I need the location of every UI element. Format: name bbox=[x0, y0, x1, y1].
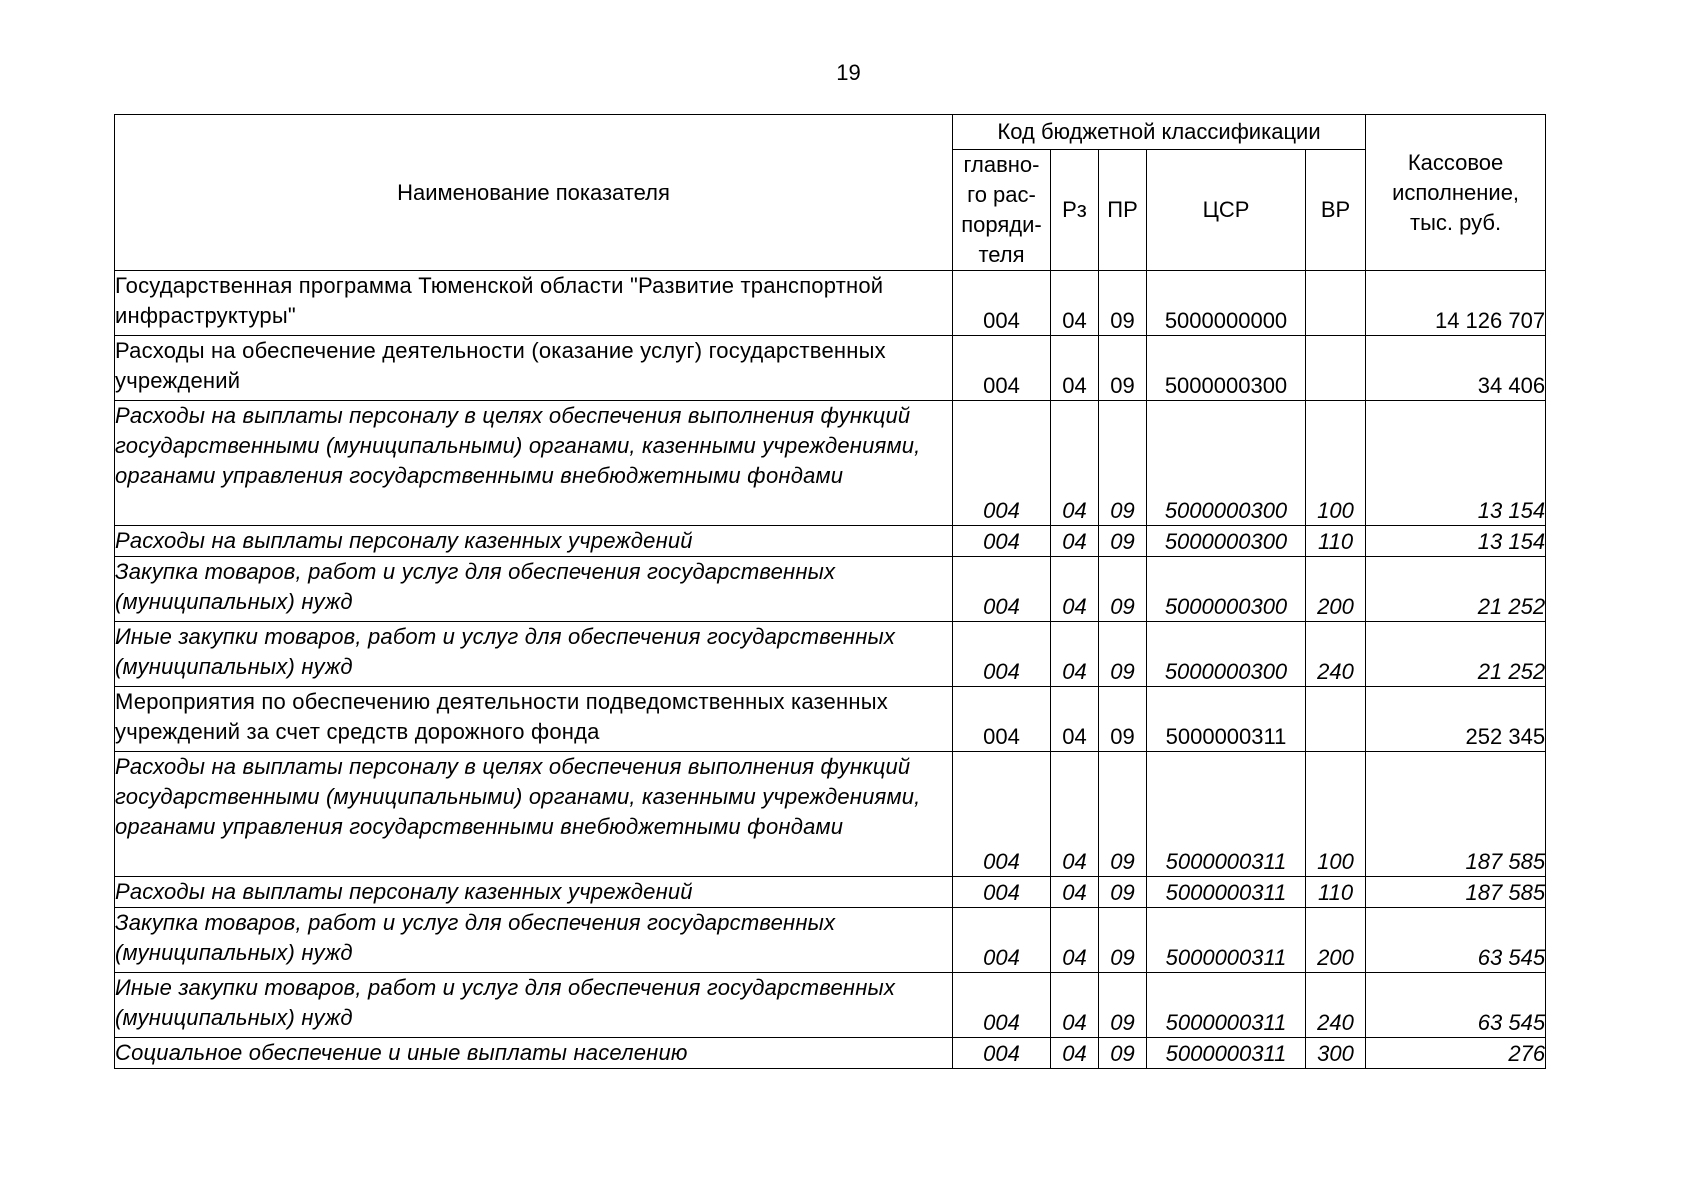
header-rz: Рз bbox=[1051, 150, 1099, 271]
row-chief-manager: 004 bbox=[953, 401, 1051, 526]
row-csr: 5000000300 bbox=[1147, 336, 1306, 401]
row-chief-manager: 004 bbox=[953, 973, 1051, 1038]
row-csr: 5000000311 bbox=[1147, 1038, 1306, 1069]
row-amount: 63 545 bbox=[1366, 908, 1546, 973]
row-csr: 5000000000 bbox=[1147, 271, 1306, 336]
table-row bbox=[115, 622, 1546, 687]
row-rz: 04 bbox=[1051, 752, 1099, 877]
header-pr: ПР bbox=[1099, 150, 1147, 271]
row-rz: 04 bbox=[1051, 687, 1099, 752]
row-pr: 09 bbox=[1099, 271, 1147, 336]
row-pr: 09 bbox=[1099, 1038, 1147, 1069]
row-vr: 240 bbox=[1306, 622, 1366, 687]
row-csr: 5000000311 bbox=[1147, 687, 1306, 752]
row-amount: 13 154 bbox=[1366, 401, 1546, 526]
header-csr: ЦСР bbox=[1147, 150, 1306, 271]
row-csr: 5000000300 bbox=[1147, 526, 1306, 557]
header-vr: ВР bbox=[1306, 150, 1366, 271]
row-amount: 187 585 bbox=[1366, 877, 1546, 908]
row-csr: 5000000311 bbox=[1147, 877, 1306, 908]
row-rz: 04 bbox=[1051, 401, 1099, 526]
row-name: Расходы на выплаты персоналу казенных учреждений bbox=[115, 526, 953, 557]
row-pr: 09 bbox=[1099, 687, 1147, 752]
table-row bbox=[115, 973, 1546, 1038]
row-vr: 200 bbox=[1306, 908, 1366, 973]
row-vr bbox=[1306, 271, 1366, 336]
row-amount: 63 545 bbox=[1366, 973, 1546, 1038]
row-vr: 110 bbox=[1306, 877, 1366, 908]
header-chief-manager: главно-го рас-поряди-теля bbox=[953, 150, 1051, 271]
row-rz: 04 bbox=[1051, 908, 1099, 973]
row-pr: 09 bbox=[1099, 877, 1147, 908]
row-chief-manager: 004 bbox=[953, 752, 1051, 877]
row-amount: 34 406 bbox=[1366, 336, 1546, 401]
row-amount: 187 585 bbox=[1366, 752, 1546, 877]
row-name: Расходы на выплаты персоналу в целях обеспечения выполнения функций государственными (муниципальными) органами, казенными учреждениями, органами управления государственными внебюджетными фондами bbox=[115, 752, 953, 877]
row-amount: 21 252 bbox=[1366, 557, 1546, 622]
table-row bbox=[115, 752, 1546, 877]
header-amount: Кассовое исполнение, тыс. руб. bbox=[1366, 115, 1546, 271]
row-name: Закупка товаров, работ и услуг для обеспечения государственных (муниципальных) нужд bbox=[115, 557, 953, 622]
row-rz: 04 bbox=[1051, 973, 1099, 1038]
table-header bbox=[115, 115, 1546, 271]
row-amount: 13 154 bbox=[1366, 526, 1546, 557]
row-csr: 5000000300 bbox=[1147, 401, 1306, 526]
table-row bbox=[115, 526, 1546, 557]
row-chief-manager: 004 bbox=[953, 526, 1051, 557]
table-row bbox=[115, 336, 1546, 401]
row-csr: 5000000311 bbox=[1147, 973, 1306, 1038]
row-vr: 300 bbox=[1306, 1038, 1366, 1069]
header-name: Наименование показателя bbox=[115, 115, 953, 271]
row-chief-manager: 004 bbox=[953, 908, 1051, 973]
table-row bbox=[115, 271, 1546, 336]
row-chief-manager: 004 bbox=[953, 622, 1051, 687]
row-chief-manager: 004 bbox=[953, 336, 1051, 401]
row-amount: 276 bbox=[1366, 1038, 1546, 1069]
row-vr: 240 bbox=[1306, 973, 1366, 1038]
row-pr: 09 bbox=[1099, 336, 1147, 401]
row-vr bbox=[1306, 687, 1366, 752]
row-vr: 200 bbox=[1306, 557, 1366, 622]
row-vr: 110 bbox=[1306, 526, 1366, 557]
row-rz: 04 bbox=[1051, 622, 1099, 687]
row-pr: 09 bbox=[1099, 908, 1147, 973]
row-name: Социальное обеспечение и иные выплаты населению bbox=[115, 1038, 953, 1069]
row-name: Мероприятия по обеспечению деятельности подведомственных казенных учреждений за счет средств дорожного фонда bbox=[115, 687, 953, 752]
row-pr: 09 bbox=[1099, 622, 1147, 687]
row-amount: 21 252 bbox=[1366, 622, 1546, 687]
budget-execution-table bbox=[114, 114, 1546, 1069]
row-pr: 09 bbox=[1099, 526, 1147, 557]
table-row bbox=[115, 557, 1546, 622]
row-csr: 5000000300 bbox=[1147, 622, 1306, 687]
row-csr: 5000000311 bbox=[1147, 752, 1306, 877]
row-rz: 04 bbox=[1051, 877, 1099, 908]
row-csr: 5000000311 bbox=[1147, 908, 1306, 973]
row-amount: 14 126 707 bbox=[1366, 271, 1546, 336]
row-pr: 09 bbox=[1099, 401, 1147, 526]
row-rz: 04 bbox=[1051, 1038, 1099, 1069]
table-body bbox=[115, 271, 1546, 1069]
table-row bbox=[115, 687, 1546, 752]
page-number: 19 bbox=[836, 60, 861, 85]
row-vr: 100 bbox=[1306, 401, 1366, 526]
header-code-group: Код бюджетной классификации bbox=[953, 115, 1366, 150]
table-row bbox=[115, 877, 1546, 908]
row-name: Государственная программа Тюменской области "Развитие транспортной инфраструктуры" bbox=[115, 271, 953, 336]
row-name: Закупка товаров, работ и услуг для обеспечения государственных (муниципальных) нужд bbox=[115, 908, 953, 973]
table-row bbox=[115, 908, 1546, 973]
row-rz: 04 bbox=[1051, 336, 1099, 401]
row-chief-manager: 004 bbox=[953, 1038, 1051, 1069]
table-row bbox=[115, 1038, 1546, 1069]
row-name: Иные закупки товаров, работ и услуг для обеспечения государственных (муниципальных) нужд bbox=[115, 622, 953, 687]
row-rz: 04 bbox=[1051, 526, 1099, 557]
row-rz: 04 bbox=[1051, 271, 1099, 336]
row-pr: 09 bbox=[1099, 557, 1147, 622]
row-amount: 252 345 bbox=[1366, 687, 1546, 752]
row-csr: 5000000300 bbox=[1147, 557, 1306, 622]
row-chief-manager: 004 bbox=[953, 557, 1051, 622]
row-chief-manager: 004 bbox=[953, 271, 1051, 336]
row-name: Расходы на обеспечение деятельности (оказание услуг) государственных учреждений bbox=[115, 336, 953, 401]
row-name: Иные закупки товаров, работ и услуг для обеспечения государственных (муниципальных) нужд bbox=[115, 973, 953, 1038]
table-row bbox=[115, 401, 1546, 526]
row-vr bbox=[1306, 336, 1366, 401]
row-pr: 09 bbox=[1099, 752, 1147, 877]
row-name: Расходы на выплаты персоналу казенных учреждений bbox=[115, 877, 953, 908]
row-name: Расходы на выплаты персоналу в целях обеспечения выполнения функций государственными (муниципальными) органами, казенными учреждениями, органами управления государственными внебюджетными фондами bbox=[115, 401, 953, 526]
row-pr: 09 bbox=[1099, 973, 1147, 1038]
row-rz: 04 bbox=[1051, 557, 1099, 622]
row-chief-manager: 004 bbox=[953, 687, 1051, 752]
row-chief-manager: 004 bbox=[953, 877, 1051, 908]
row-vr: 100 bbox=[1306, 752, 1366, 877]
